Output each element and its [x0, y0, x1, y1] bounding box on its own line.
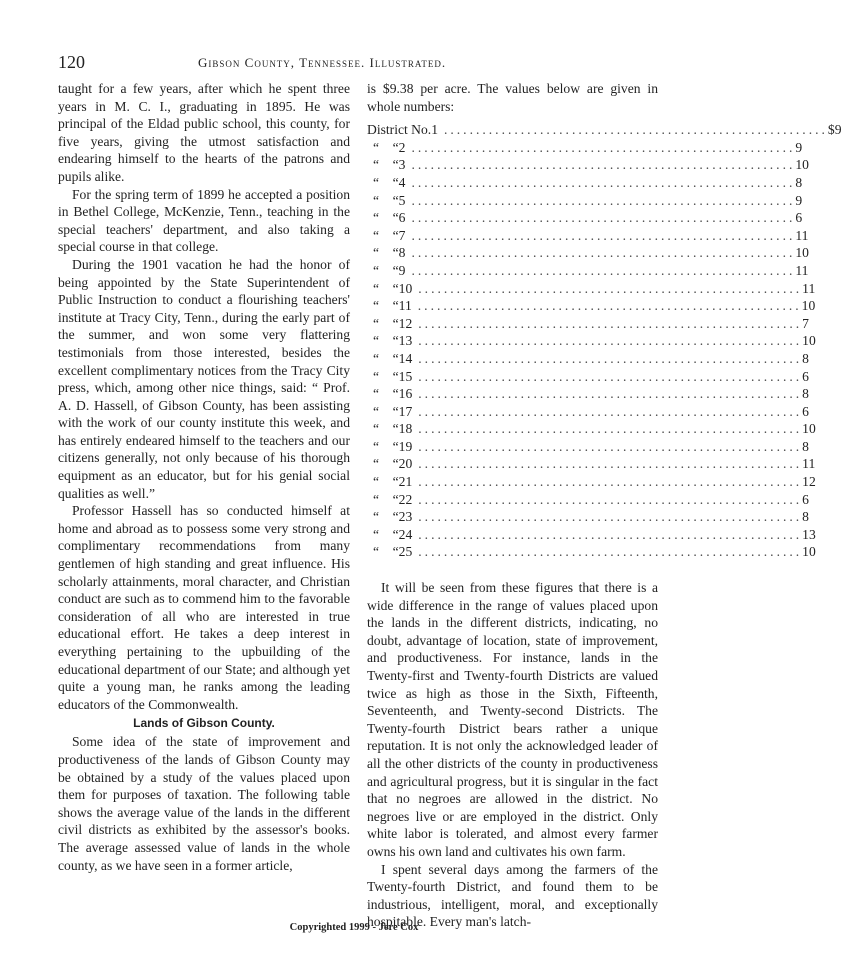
dot-leader: ............................................................	[418, 438, 803, 454]
district-number: 23	[398, 509, 413, 525]
district-number: 5	[398, 192, 406, 208]
right-column	[367, 80, 841, 931]
dot-leader: ............................................................	[417, 298, 802, 314]
table-row	[367, 139, 803, 157]
dot-leader: ............................................................	[418, 421, 803, 437]
district-value: 12	[802, 474, 816, 490]
district-number: 4	[398, 174, 406, 190]
district-value: 9	[795, 139, 803, 155]
ditto-label: “ “	[373, 403, 399, 419]
district-value: 13	[802, 526, 816, 542]
table-row	[367, 473, 816, 491]
ditto-label: “ “	[373, 438, 399, 454]
ditto-label: “ “	[373, 157, 399, 173]
district-value: 6	[795, 210, 803, 226]
page-number: 120	[58, 52, 85, 72]
district-number: 8	[398, 245, 406, 261]
ditto-label: “ “	[373, 315, 399, 331]
district-number: 17	[398, 403, 413, 419]
district-number: 22	[398, 491, 413, 507]
table-row	[367, 192, 803, 210]
paragraph: is $9.38 per acre. The values below are given in whole numbers:	[367, 81, 658, 114]
district-value: 10	[802, 333, 816, 349]
table-row	[367, 491, 809, 509]
ditto-label: “ “	[373, 245, 399, 261]
district-number: 12	[398, 315, 413, 331]
district-number: 9	[398, 262, 406, 278]
dot-leader: ............................................................	[411, 245, 796, 261]
table-row	[367, 438, 809, 456]
district-number: 7	[398, 227, 406, 243]
dot-leader: ............................................................	[418, 386, 803, 402]
dot-leader: ............................................................	[418, 544, 803, 560]
ditto-label: “ “	[373, 298, 399, 314]
ditto-label: “ “	[373, 350, 399, 366]
dot-leader: ............................................................	[418, 333, 803, 349]
table-row	[367, 121, 841, 139]
district-number: 20	[398, 456, 413, 472]
district-value: 10	[802, 544, 816, 560]
copyright-footer: Copyrighted 1999 - Jere Cox	[289, 922, 419, 933]
table-row	[367, 350, 809, 368]
district-value: 11	[795, 227, 809, 243]
section-heading: Lands of Gibson County.	[133, 716, 275, 731]
ditto-label: “ “	[373, 509, 399, 525]
district-value: 8	[795, 174, 803, 190]
dot-leader: ............................................................	[411, 157, 796, 173]
table-row	[367, 262, 809, 280]
district-value: 8	[802, 438, 809, 454]
district-value: 11	[795, 262, 809, 278]
paragraph: Some idea of the state of improvement and productiveness of the lands of Gibson County may be obtained by a study of the values placed upon them for purposes of taxation. The following table shows the average value of the lands in the different civil districts as exhibited by the assessor's books. The average assessed value of lands in the whole county, as we have seen in a former article,	[58, 734, 350, 873]
table-row	[367, 227, 809, 245]
ditto-label: “ “	[373, 227, 399, 243]
district-number: 1	[431, 122, 438, 138]
ditto-label: “ “	[373, 421, 399, 437]
district-value: 6	[802, 368, 809, 384]
table-row	[367, 297, 816, 315]
dot-leader: ............................................................	[418, 368, 803, 384]
ditto-label: “ “	[373, 544, 399, 560]
ditto-label: “ “	[373, 139, 399, 155]
ditto-label: “ “	[373, 280, 399, 296]
district-number: 13	[398, 333, 413, 349]
paragraph: taught for a few years, after which he spent three years in M. C. I., graduating in 1895. He was principal of the Eldad public school, this county, for five years, giving the utmost satisfaction and endearing himself to the hearts of the patrons and pupils alike.	[58, 81, 350, 184]
ditto-label: “ “	[373, 333, 399, 349]
ditto-label: “ “	[373, 210, 399, 226]
district-number: 19	[398, 438, 413, 454]
district-value: 6	[802, 403, 809, 419]
district-value: 10	[801, 298, 816, 314]
dot-leader: ............................................................	[418, 526, 803, 542]
district-number: 21	[398, 474, 413, 490]
dot-leader: ............................................................	[411, 192, 796, 208]
left-column	[58, 80, 350, 874]
district-number: 2	[398, 139, 406, 155]
ditto-label: “ “	[373, 192, 399, 208]
ditto-label: “ “	[373, 368, 399, 384]
dot-leader: ............................................................	[418, 456, 803, 472]
dot-leader: ............................................................	[418, 474, 803, 490]
district-value: 9	[834, 122, 841, 138]
dot-leader: ............................................................	[418, 403, 803, 419]
ditto-label: “ “	[373, 491, 399, 507]
district-number: 16	[398, 386, 413, 402]
district-number: 24	[398, 526, 413, 542]
table-row	[367, 526, 816, 544]
district-value: 10	[802, 421, 816, 437]
table-row	[367, 508, 809, 526]
district-value: 11	[802, 280, 816, 296]
dot-leader: ............................................................	[411, 227, 796, 243]
paragraph: I spent several days among the farmers of the Twenty-fourth District, and found them to be industrious, intelligent, moral, and exceptionally hospitable. Every man's latch-	[367, 861, 658, 930]
table-row	[367, 455, 816, 473]
table-row	[367, 315, 809, 333]
table-row	[367, 543, 816, 561]
district-number: 3	[398, 157, 406, 173]
dot-leader: ............................................................	[418, 350, 803, 366]
table-row	[367, 209, 803, 227]
table-row	[367, 332, 816, 350]
table-row	[367, 244, 809, 262]
district-value: 9	[795, 192, 803, 208]
paragraph: It will be seen from these figures that there is a wide difference in the range of values placed upon the lands in the different districts, indicating, no doubt, advantage of location, state of improvement, and productiveness. For instance, lands in the Twenty-first and Twenty-fourth Districts are valued twice as high as those in the Sixth, Fifteenth, Seventeenth, and Twenty-second Districts. The Twenty-fourth District bears rather a unique reputation. It is not only the acknowledged leader of all the other districts of the county in productiveness and agricultural progress, but it is singular in the fact that no negroes are allowed in the district. No negroes live or are employed in the district. Only white labor is tolerated, and almost every farmer owns his own land and cultivates his own farm.	[367, 580, 658, 859]
table-row	[367, 420, 816, 438]
ditto-label: “ “	[373, 474, 399, 490]
district-number: 6	[398, 210, 406, 226]
dot-leader: ............................................................	[418, 315, 803, 331]
paragraph: During the 1901 vacation he had the honor of being appointed by the State Superintendent of Public Instruction to conduct a flourishing teachers' institute at Tracy City, Tenn., during the early part of the summer, and won some very flattering testimonials from those interested, besides the excellent complimentary notices from the Tracy City press, which, among other nice things, said: “ Prof. A. D. Hassell, of Gibson County, has been assisting with the work of our county institute this week, and has entirely endeared himself to the teachers and our citizens generally, not only because of his thorough equipment as an educator, but for his genial social qualities as well.”	[58, 256, 350, 501]
district-value: 8	[802, 350, 809, 366]
dot-leader: ............................................................	[411, 174, 796, 190]
district-value: 6	[802, 491, 809, 507]
table-row	[367, 403, 809, 421]
paragraph: For the spring term of 1899 he accepted a position in Bethel College, McKenzie, Tenn., teaching in the special teachers' department, and also taking a special course in that college.	[58, 186, 350, 255]
district-value: 10	[795, 245, 809, 261]
district-value: 8	[802, 509, 809, 525]
paragraph: Professor Hassell has so conducted himself at home and abroad as to possess some very strong and complimentary recommendations from many gentlemen of high standing and great influence. His scholarly attainments, moral character, and Christian conduct are such as to commend him to the favorable consideration of all who are interested in true educational effort. He takes a deep interest in everything pertaining to the upbuilding of the educational department of our State; and although yet quite a young man, he ranks among the leading educators of the Commonwealth.	[58, 503, 350, 712]
table-row	[367, 385, 809, 403]
district-number: 11	[398, 298, 412, 314]
dot-leader: ............................................................	[418, 280, 803, 296]
district-number: 25	[398, 544, 413, 560]
table-row	[367, 174, 803, 192]
ditto-label: “ “	[373, 456, 399, 472]
dot-leader: ............................................................	[411, 210, 796, 226]
spacer	[367, 561, 658, 579]
ditto-label: “ “	[373, 262, 399, 278]
currency-symbol: $	[827, 122, 835, 138]
dot-leader: ............................................................	[443, 122, 828, 138]
district-number: 18	[398, 421, 413, 437]
dot-leader: ............................................................	[411, 262, 796, 278]
district-number: 10	[398, 280, 413, 296]
dot-leader: ............................................................	[418, 509, 803, 525]
table-row	[367, 280, 816, 298]
district-value: 8	[802, 386, 809, 402]
running-title: Gibson County, Tennessee. Illustrated.	[198, 55, 447, 70]
district-number: 15	[398, 368, 413, 384]
ditto-label: “ “	[373, 174, 399, 190]
table-row	[367, 156, 809, 174]
district-value: 11	[802, 456, 816, 472]
table-row	[367, 368, 809, 386]
district-value: 10	[795, 157, 809, 173]
ditto-label: “ “	[373, 526, 399, 542]
page-header	[58, 52, 658, 74]
district-value-table	[367, 121, 841, 561]
dot-leader: ............................................................	[411, 139, 796, 155]
district-label: District No.	[367, 122, 432, 138]
dot-leader: ............................................................	[418, 491, 803, 507]
district-value: 7	[802, 315, 809, 331]
ditto-label: “ “	[373, 386, 399, 402]
district-number: 14	[398, 350, 413, 366]
